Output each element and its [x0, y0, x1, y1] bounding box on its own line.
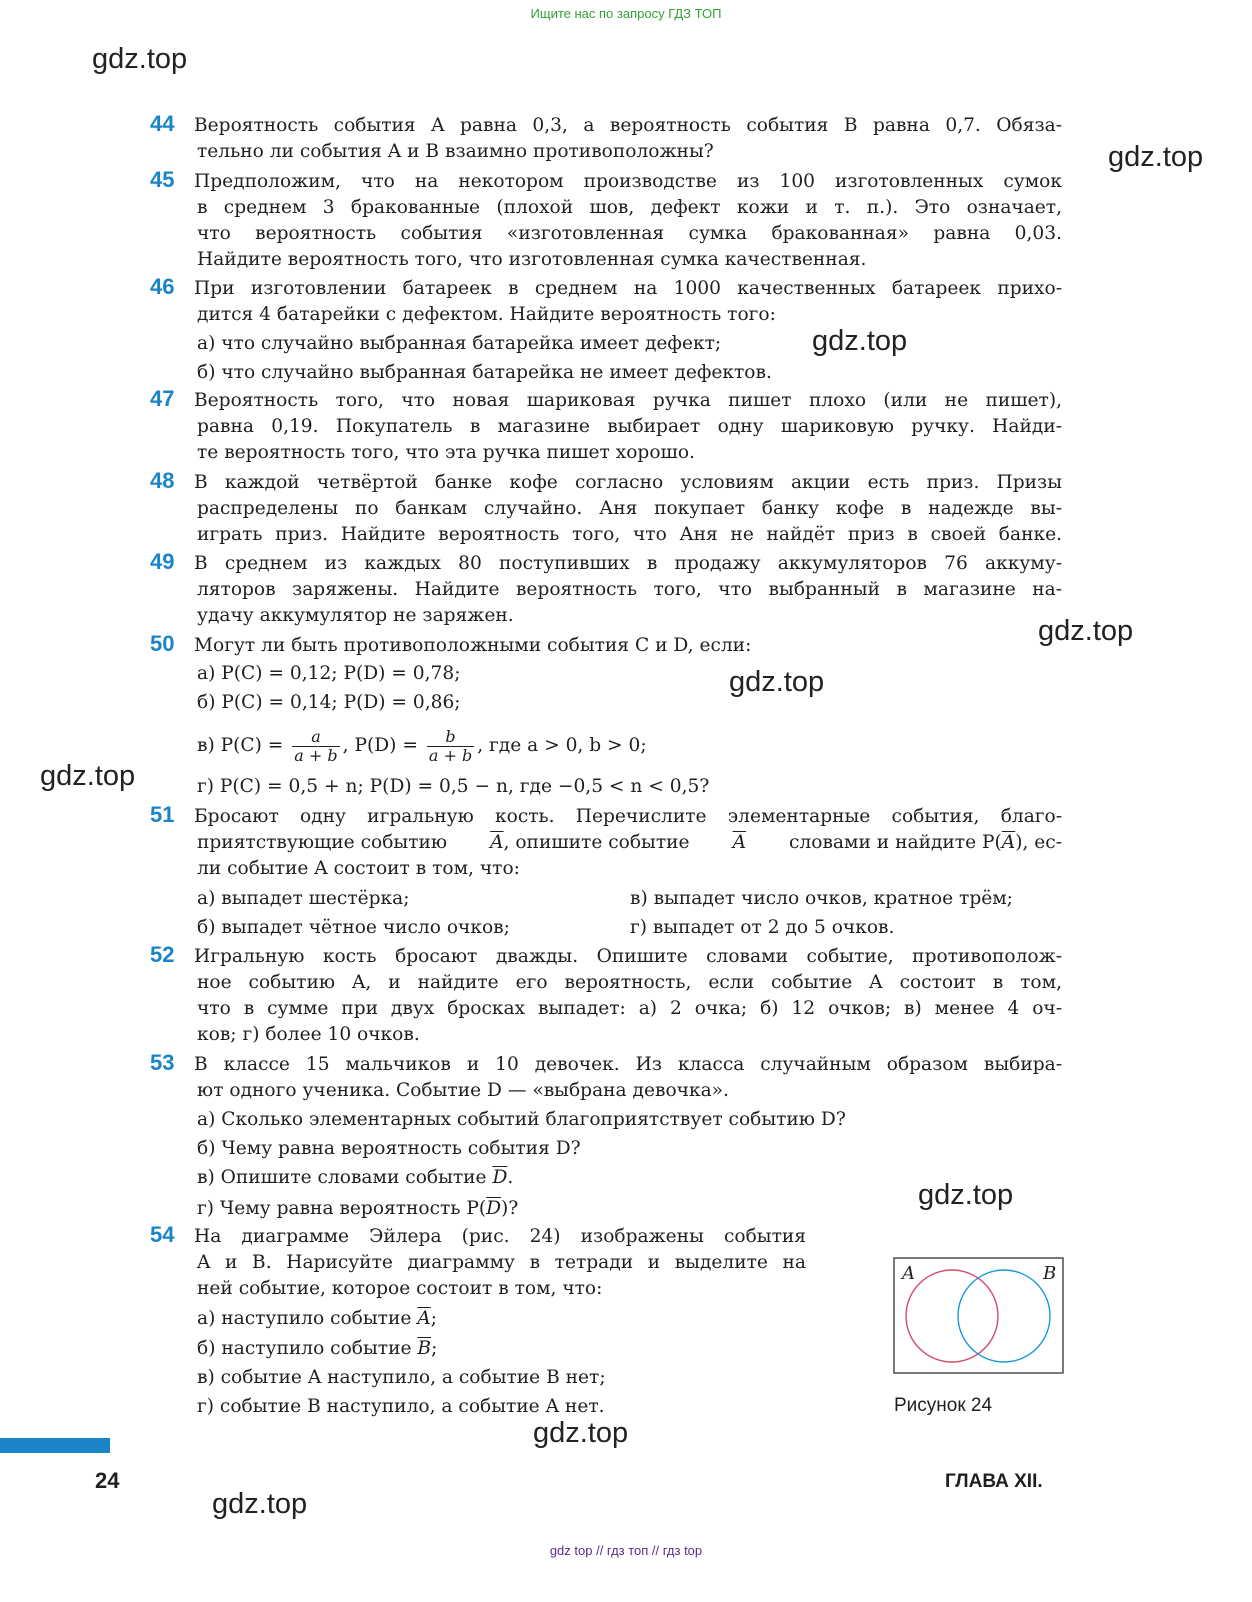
- problem-number: 51: [150, 802, 175, 827]
- problem-text: ное событию A, и найдите его вероятность, если событие A состоит в том,: [197, 972, 1062, 993]
- complement-a: $\overline{A}$: [417, 1308, 431, 1329]
- watermark: gdz.top: [729, 666, 825, 698]
- text-fragment: б) наступило событие: [197, 1338, 412, 1359]
- subitem-d: г) P(C) = 0,5 + n; P(D) = 0,5 − n, где −0,5 < n < 0,5?: [197, 776, 710, 797]
- problem-text: ков; г) более 10 очков.: [197, 1024, 420, 1045]
- subitem-a: а) наступило событие $\overline{A}$;: [197, 1308, 437, 1329]
- subitem-b: б) Чему равна вероятность события D?: [197, 1138, 581, 1159]
- problem-text: [197, 830, 1062, 856]
- subitem-b: б) наступило событие $\overline{B}$;: [197, 1338, 438, 1359]
- problem-text: равна 0,19. Покупатель в магазине выбирает одну шариковую ручку. Найди-: [197, 416, 1062, 437]
- complement-a: $\overline{A}$: [490, 832, 504, 853]
- problem-text: ют одного ученика. Событие D — «выбрана девочка».: [197, 1080, 729, 1101]
- complement-a: $\overline{A}$: [732, 832, 746, 853]
- problem-text: При изготовлении батареек в среднем на 1000 качественных батареек прихо-: [194, 278, 1062, 299]
- problem-text: В каждой четвёртой банке кофе согласно условиям акции есть приз. Призы: [194, 472, 1062, 493]
- euler-diagram: [893, 1257, 1065, 1375]
- subitem-b: б) P(C) = 0,14; P(D) = 0,86;: [197, 692, 461, 713]
- subitem-a: а) выпадет шестёрка;: [197, 888, 410, 909]
- problem-text: Бросают одну игральную кость. Перечислите элементарные события, благо-: [194, 806, 1062, 827]
- problem-text: Найдите вероятность того, что изготовленная сумка качественная.: [197, 249, 867, 270]
- problem-text: что вероятность события «изготовленная сумка бракованная» равна 0,03.: [197, 223, 1062, 244]
- circle-a: [906, 1270, 998, 1362]
- problem-text: играть приз. Найдите вероятность того, что Аня не найдёт приз в своей банке.: [197, 524, 1062, 545]
- fraction: [292, 728, 339, 765]
- text-fragment: ), ес-: [1015, 832, 1062, 853]
- text-fragment: , опишите событие: [503, 832, 690, 853]
- complement-b: $\overline{B}$: [417, 1338, 432, 1359]
- label-a: A: [902, 1263, 915, 1284]
- problem-text: тельно ли события A и B взаимно противоположны?: [197, 141, 714, 162]
- problem-text: распределены по банкам случайно. Аня покупает банку кофе в надежде вы-: [197, 498, 1062, 519]
- fraction-numerator: a: [292, 728, 339, 747]
- text-fragment: а) наступило событие: [197, 1308, 412, 1329]
- problem-number: 49: [150, 549, 175, 574]
- problem-text: Вероятность события A равна 0,3, а вероятность события B равна 0,7. Обяза-: [194, 115, 1062, 136]
- problem-text: ли событие A состоит в том, что:: [197, 858, 520, 879]
- fraction-denominator: a + b: [428, 745, 473, 765]
- formula-text: в) P(C) =: [197, 735, 284, 756]
- footer-links[interactable]: gdz top // гдз топ // гдз top: [549, 1543, 703, 1558]
- problem-text: ляторов заряжены. Найдите вероятность того, что выбранный в магазине на-: [197, 579, 1062, 600]
- problem-text: На диаграмме Эйлера (рис. 24) изображены события: [194, 1226, 806, 1247]
- fraction-denominator: a + b: [294, 745, 338, 765]
- problem-number: 48: [150, 468, 175, 493]
- subitem-d: г) выпадет от 2 до 5 очков.: [630, 917, 895, 938]
- complement-d: $\overline{D}$: [486, 1198, 502, 1219]
- problem-text: В среднем из каждых 80 поступивших в продажу аккумуляторов 76 аккуму-: [194, 553, 1062, 574]
- formula-text: , P(D) =: [342, 735, 418, 756]
- watermark: gdz.top: [1038, 615, 1134, 647]
- fraction-numerator: b: [427, 728, 474, 747]
- label-b: B: [1043, 1263, 1057, 1284]
- text-fragment: )?: [501, 1198, 519, 1219]
- subitem-c: в) выпадет число очков, кратное трём;: [630, 888, 1013, 909]
- problem-text: в среднем 3 бракованные (плохой шов, дефект кожи и т. п.). Это означает,: [197, 197, 1062, 218]
- fraction: [427, 728, 474, 765]
- accent-bar: [0, 1438, 110, 1453]
- watermark: gdz.top: [812, 325, 908, 357]
- problem-text: Вероятность того, что новая шариковая ручка пишет плохо (или не пишет),: [194, 390, 1062, 411]
- subitem-c: в) Опишите словами событие $\overline{D}$.: [197, 1167, 514, 1188]
- text-fragment: г) Чему равна вероятность P(: [197, 1198, 487, 1219]
- complement-a: $\overline{A}$: [1001, 832, 1016, 853]
- subitem-a: а) что случайно выбранная батарейка имеет дефект;: [197, 333, 722, 354]
- watermark: gdz.top: [40, 760, 136, 792]
- watermark: gdz.top: [533, 1417, 629, 1449]
- text-fragment: приятствующие событию: [197, 832, 448, 853]
- subitem-c: [197, 723, 647, 769]
- problem-number: 46: [150, 274, 175, 299]
- formula-text: , где a > 0, b > 0;: [477, 735, 647, 756]
- subitem-c: в) событие A наступило, а событие B нет;: [197, 1367, 606, 1388]
- watermark: gdz.top: [918, 1179, 1014, 1211]
- text-fragment: в) Опишите словами событие: [197, 1167, 487, 1188]
- subitem-d: [197, 1196, 518, 1222]
- text-fragment: словами и найдите P(: [789, 832, 1002, 853]
- problem-number: 50: [150, 631, 175, 656]
- circle-b: [958, 1270, 1050, 1362]
- problem-number: 45: [150, 167, 175, 192]
- problem-text: A и B. Нарисуйте диаграмму в тетради и выделите на: [197, 1252, 806, 1273]
- figure-caption: Рисунок 24: [894, 1395, 993, 1416]
- problem-text: Могут ли быть противоположными события C и D, если:: [194, 635, 752, 656]
- problem-number: 47: [150, 386, 175, 411]
- problem-text: что в сумме при двух бросках выпадет: а) 2 очка; б) 12 очков; в) менее 4 оч-: [197, 998, 1062, 1019]
- problem-text: удачу аккумулятор не заряжен.: [197, 605, 514, 626]
- problem-text: те вероятность того, что эта ручка пишет хорошо.: [197, 442, 695, 463]
- problem-number: 52: [150, 942, 175, 967]
- problem-text: В классе 15 мальчиков и 10 девочек. Из класса случайным образом выбира-: [194, 1054, 1062, 1075]
- problem-text: Игральную кость бросают дважды. Опишите словами событие, противополож-: [194, 946, 1062, 967]
- problem-text: ней событие, которое состоит в том, что:: [197, 1278, 603, 1299]
- subitem-a: а) Сколько элементарных событий благоприятствует событию D?: [197, 1109, 846, 1130]
- top-banner[interactable]: Ищите нас по запросу ГДЗ ТОП: [530, 6, 722, 21]
- problem-number: 54: [150, 1222, 175, 1247]
- subitem-d: г) событие B наступило, а событие A нет.: [197, 1396, 605, 1417]
- problem-number: 53: [150, 1050, 175, 1075]
- problem-text: Предположим, что на некотором производстве из 100 изготовленных сумок: [194, 171, 1062, 192]
- subitem-b: б) что случайно выбранная батарейка не имеет дефектов.: [197, 362, 772, 383]
- watermark: gdz.top: [92, 43, 188, 75]
- watermark: gdz.top: [1108, 141, 1204, 173]
- complement-d: $\overline{D}$: [492, 1167, 508, 1188]
- page-number: 24: [95, 1468, 120, 1493]
- chapter-title: ГЛАВА XII.: [945, 1471, 1043, 1492]
- problem-number: 44: [150, 111, 175, 136]
- diagram-frame: [894, 1258, 1063, 1373]
- subitem-b: б) выпадет чётное число очков;: [197, 917, 510, 938]
- watermark: gdz.top: [212, 1488, 308, 1520]
- subitem-a: а) P(C) = 0,12; P(D) = 0,78;: [197, 663, 461, 684]
- problem-text: дится 4 батарейки с дефектом. Найдите вероятность того:: [197, 304, 776, 325]
